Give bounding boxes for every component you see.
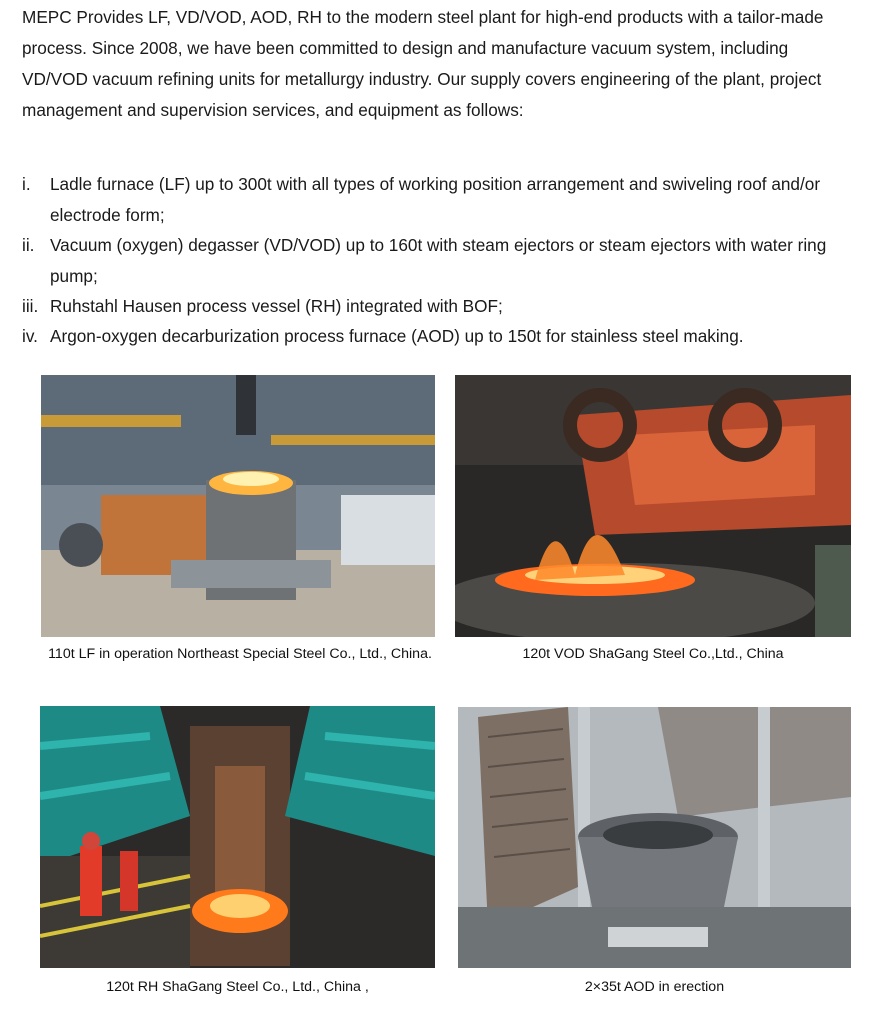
list-number: i. — [22, 174, 31, 194]
list-text: Ruhstahl Hausen process vessel (RH) integrated with BOF; — [50, 296, 503, 316]
photo-vod-caption: 120t VOD ShaGang Steel Co.,Ltd., China — [522, 646, 784, 662]
intro-paragraph: MEPC Provides LF, VD/VOD, AOD, RH to the modern steel plant for high-end products with a tailor-made process. Since 2008, we have been committed to design and manufacture vacuum system, including VD/VOD vacuum refining units for metallurgy industry. Our supply covers engineering of the plant, project management and supervision services, and equipment as follows: — [22, 7, 824, 120]
photo-aod — [458, 707, 851, 968]
list-item — [22, 230, 862, 291]
list-item — [22, 321, 862, 351]
list-number: iv. — [22, 326, 38, 346]
photo-vod-image — [455, 375, 851, 637]
photo-rh — [40, 706, 435, 968]
list-item — [22, 169, 862, 230]
photo-aod-image — [458, 707, 851, 968]
list-number: ii. — [22, 235, 35, 255]
photo-lf — [41, 375, 435, 637]
photo-aod-caption: 2×35t AOD in erection — [584, 979, 725, 995]
photo-lf-image — [41, 375, 435, 637]
list-text: Ladle furnace (LF) up to 300t with all types of working position arrangement and swiveling roof and/or electrode form; — [50, 174, 821, 225]
photo-vod — [455, 375, 851, 637]
list-text: Vacuum (oxygen) degasser (VD/VOD) up to 160t with steam ejectors or steam ejectors with water ring pump; — [50, 235, 827, 286]
photo-lf-caption: 110t LF in operation Northeast Special Steel Co., Ltd., China. — [48, 646, 432, 662]
equipment-list — [22, 169, 862, 351]
list-item — [22, 291, 862, 321]
photo-rh-caption: 120t RH ShaGang Steel Co., Ltd., China , — [106, 979, 369, 995]
list-number: iii. — [22, 296, 39, 316]
list-text: Argon-oxygen decarburization process furnace (AOD) up to 150t for stainless steel making. — [50, 326, 744, 346]
photo-rh-image — [40, 706, 435, 968]
